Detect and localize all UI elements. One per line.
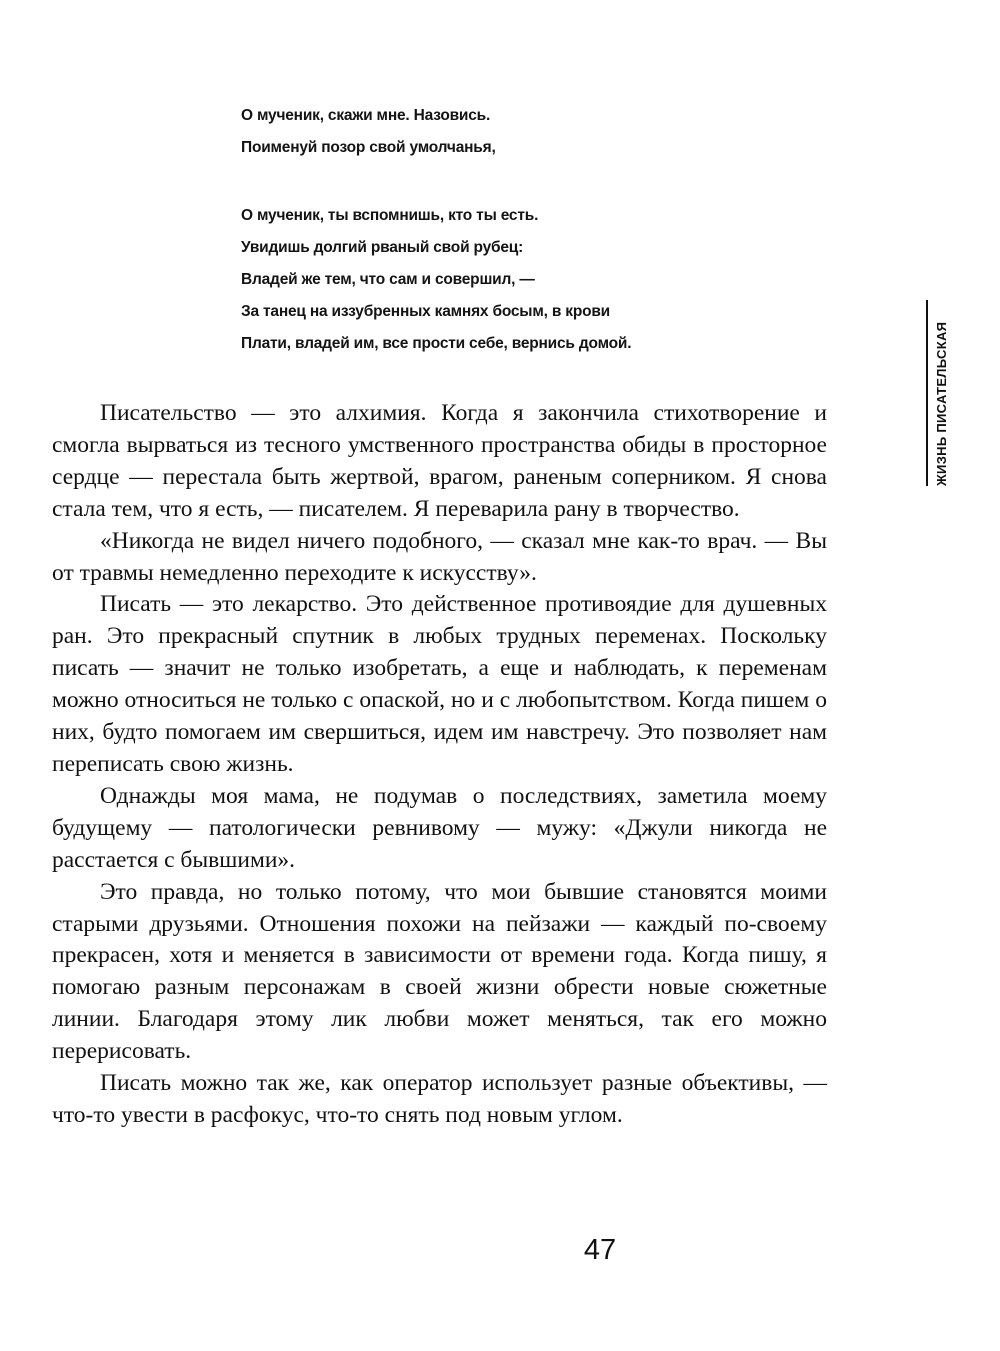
running-header — [926, 300, 954, 486]
paragraph: Писать — это лекарство. Это действенное противоядие для душевных ран. Это прекрасный спутник в любых трудных переменах. Поскольку писать — значит не только изобретать, а еще и наблюдать, к переменам можно относиться не только с опаской, но и с любопытством. Когда пишем о них, будто помогаем им свершиться, идем им навстречу. Это позволяет нам переписать свою жизнь. — [52, 591, 827, 777]
poem-line: О мученик, ты вспомнишь, кто ты есть. — [241, 207, 539, 224]
poem-line: О мученик, скажи мне. Назовись. — [241, 107, 491, 124]
paragraph: Писать можно так же, как оператор использует разные объективы, — что-то увести в расфокус, что-то снять под новым углом. — [52, 1070, 827, 1128]
epigraph-poem — [241, 100, 841, 360]
paragraph: Это правда, но только потому, что мои бывшие становятся моими старыми друзьями. Отношения похожи на пейзажи — каждый по-своему прекрасен, хотя и меняется в зависимости от времени года. Когда пишу, я помогаю разным персонажам в своей жизни обрести новые сюжетные линии. Благодаря этому лик любви может меняться, так его можно перерисовать. — [52, 878, 827, 1065]
poem-line: Плати, владей им, все прости себе, вернись домой. — [241, 335, 632, 352]
poem-line: За танец на иззубренных камнях босым, в крови — [241, 303, 611, 320]
header-rule — [926, 300, 928, 486]
stanza-break — [241, 164, 841, 200]
body-text — [52, 398, 827, 1132]
page-number: 47 — [583, 1234, 617, 1266]
poem-line: Поименуй позор свой умолчанья, — [241, 139, 496, 156]
paragraph: Писательство — это алхимия. Когда я закончила стихотворение и смогла вырваться из тесного умственного пространства обиды в просторное сердце — перестала быть жертвой, врагом, раненым соперником. Я снова стала тем, что я есть, — писателем. Я переварила рану в творчество. — [52, 400, 827, 522]
poem-line: Увидишь долгий рваный свой рубец: — [241, 239, 524, 256]
running-header-text: ЖИЗНЬ ПИСАТЕЛЬСКАЯ — [934, 321, 949, 486]
paragraph: «Никогда не видел ничего подобного, — сказал мне как-то врач. — Вы от травмы немедленно переходите к искусству». — [52, 527, 827, 586]
paragraph: Однажды моя мама, не подумав о последствиях, заметила моему будущему — патологически ревнивому — мужу: «Джули никогда не расстается с бывшими». — [52, 782, 827, 873]
poem-line: Владей же тем, что сам и совершил, — — [241, 271, 535, 288]
